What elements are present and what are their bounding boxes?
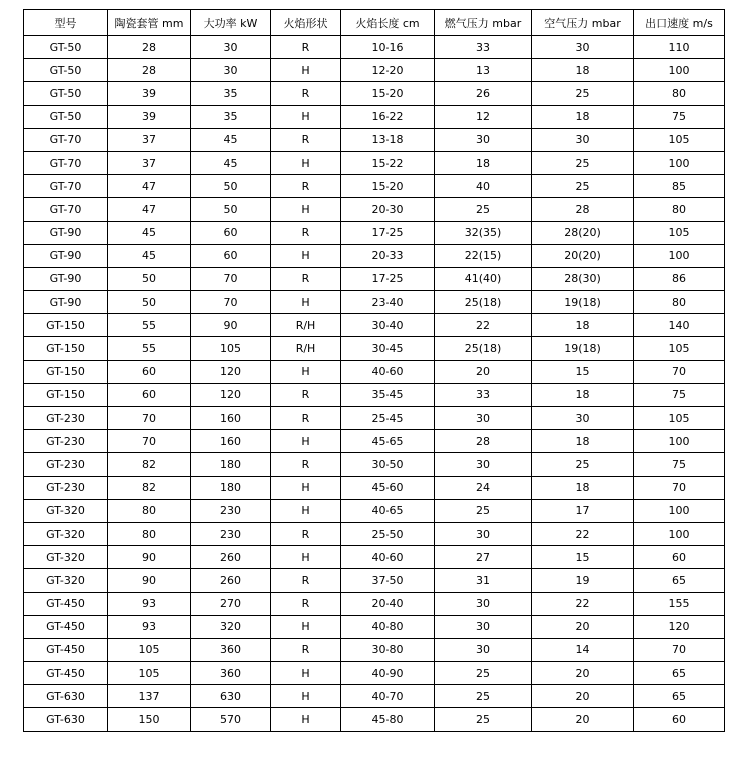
table-row: [24, 198, 725, 221]
cell-flame-length: 15-22: [341, 151, 435, 174]
cell-ceramic-tube: 80: [108, 522, 191, 545]
cell-exit-velocity: 140: [634, 314, 725, 337]
cell-max-power: 50: [191, 175, 271, 198]
cell-model: GT-630: [24, 685, 108, 708]
table-row: [24, 337, 725, 360]
cell-gas-pressure: 32(35): [435, 221, 532, 244]
cell-max-power: 260: [191, 546, 271, 569]
cell-gas-pressure: 18: [435, 151, 532, 174]
cell-model: GT-150: [24, 383, 108, 406]
cell-exit-velocity: 120: [634, 615, 725, 638]
cell-flame-shape: R: [271, 569, 341, 592]
cell-model: GT-450: [24, 638, 108, 661]
cell-flame-shape: R: [271, 453, 341, 476]
cell-ceramic-tube: 50: [108, 291, 191, 314]
cell-ceramic-tube: 82: [108, 476, 191, 499]
cell-ceramic-tube: 39: [108, 105, 191, 128]
cell-exit-velocity: 110: [634, 36, 725, 59]
cell-flame-length: 45-80: [341, 708, 435, 731]
table-row: [24, 430, 725, 453]
cell-flame-length: 10-16: [341, 36, 435, 59]
cell-air-pressure: 19(18): [532, 337, 634, 360]
table-row: [24, 592, 725, 615]
cell-model: GT-320: [24, 569, 108, 592]
cell-ceramic-tube: 60: [108, 383, 191, 406]
cell-flame-shape: H: [271, 198, 341, 221]
cell-ceramic-tube: 90: [108, 546, 191, 569]
cell-flame-length: 35-45: [341, 383, 435, 406]
header-flame-length: 火焰长度 cm: [341, 10, 435, 36]
cell-air-pressure: 20: [532, 708, 634, 731]
cell-ceramic-tube: 150: [108, 708, 191, 731]
cell-flame-length: 23-40: [341, 291, 435, 314]
burner-spec-table: [23, 9, 725, 732]
cell-max-power: 230: [191, 522, 271, 545]
cell-model: GT-50: [24, 105, 108, 128]
cell-flame-length: 30-45: [341, 337, 435, 360]
cell-max-power: 260: [191, 569, 271, 592]
cell-exit-velocity: 60: [634, 546, 725, 569]
cell-gas-pressure: 27: [435, 546, 532, 569]
cell-max-power: 35: [191, 82, 271, 105]
cell-air-pressure: 15: [532, 546, 634, 569]
cell-gas-pressure: 22(15): [435, 244, 532, 267]
cell-gas-pressure: 30: [435, 407, 532, 430]
cell-flame-length: 40-90: [341, 662, 435, 685]
cell-flame-length: 20-40: [341, 592, 435, 615]
cell-model: GT-70: [24, 198, 108, 221]
cell-model: GT-150: [24, 314, 108, 337]
cell-ceramic-tube: 90: [108, 569, 191, 592]
cell-flame-shape: R: [271, 522, 341, 545]
cell-ceramic-tube: 93: [108, 615, 191, 638]
cell-ceramic-tube: 39: [108, 82, 191, 105]
cell-exit-velocity: 105: [634, 337, 725, 360]
cell-flame-length: 45-65: [341, 430, 435, 453]
cell-flame-shape: H: [271, 105, 341, 128]
cell-air-pressure: 28(30): [532, 267, 634, 290]
cell-exit-velocity: 105: [634, 221, 725, 244]
cell-flame-shape: R: [271, 82, 341, 105]
cell-flame-length: 40-65: [341, 499, 435, 522]
cell-model: GT-50: [24, 36, 108, 59]
cell-model: GT-450: [24, 592, 108, 615]
cell-model: GT-50: [24, 59, 108, 82]
table-row: [24, 569, 725, 592]
cell-ceramic-tube: 28: [108, 36, 191, 59]
cell-model: GT-90: [24, 291, 108, 314]
cell-gas-pressure: 25: [435, 685, 532, 708]
cell-flame-shape: R/H: [271, 314, 341, 337]
cell-max-power: 270: [191, 592, 271, 615]
cell-gas-pressure: 30: [435, 522, 532, 545]
cell-ceramic-tube: 93: [108, 592, 191, 615]
cell-max-power: 230: [191, 499, 271, 522]
cell-max-power: 180: [191, 476, 271, 499]
cell-air-pressure: 25: [532, 82, 634, 105]
table-row: [24, 522, 725, 545]
cell-max-power: 30: [191, 36, 271, 59]
table-row: [24, 638, 725, 661]
cell-air-pressure: 18: [532, 105, 634, 128]
cell-exit-velocity: 100: [634, 430, 725, 453]
cell-gas-pressure: 28: [435, 430, 532, 453]
table-body: [24, 36, 725, 732]
cell-model: GT-320: [24, 522, 108, 545]
cell-ceramic-tube: 45: [108, 244, 191, 267]
cell-flame-length: 15-20: [341, 175, 435, 198]
cell-model: GT-230: [24, 476, 108, 499]
cell-flame-shape: R: [271, 128, 341, 151]
table-row: [24, 128, 725, 151]
table-row: [24, 662, 725, 685]
cell-model: GT-230: [24, 430, 108, 453]
cell-exit-velocity: 75: [634, 453, 725, 476]
cell-gas-pressure: 25(18): [435, 291, 532, 314]
cell-exit-velocity: 105: [634, 128, 725, 151]
cell-flame-shape: H: [271, 499, 341, 522]
cell-gas-pressure: 22: [435, 314, 532, 337]
cell-air-pressure: 25: [532, 453, 634, 476]
cell-model: GT-90: [24, 267, 108, 290]
cell-flame-shape: H: [271, 430, 341, 453]
cell-flame-shape: H: [271, 546, 341, 569]
cell-flame-length: 40-60: [341, 546, 435, 569]
table-row: [24, 291, 725, 314]
cell-exit-velocity: 75: [634, 105, 725, 128]
cell-air-pressure: 28(20): [532, 221, 634, 244]
cell-ceramic-tube: 105: [108, 662, 191, 685]
header-max-power: 大功率 kW: [191, 10, 271, 36]
cell-flame-length: 37-50: [341, 569, 435, 592]
table-row: [24, 314, 725, 337]
cell-max-power: 60: [191, 221, 271, 244]
cell-gas-pressure: 30: [435, 592, 532, 615]
cell-flame-length: 40-70: [341, 685, 435, 708]
table-row: [24, 407, 725, 430]
cell-air-pressure: 20: [532, 662, 634, 685]
cell-gas-pressure: 30: [435, 615, 532, 638]
cell-gas-pressure: 33: [435, 383, 532, 406]
cell-flame-shape: R: [271, 175, 341, 198]
cell-air-pressure: 20: [532, 615, 634, 638]
cell-exit-velocity: 65: [634, 662, 725, 685]
cell-flame-length: 15-20: [341, 82, 435, 105]
table-row: [24, 615, 725, 638]
cell-flame-shape: R: [271, 383, 341, 406]
cell-exit-velocity: 60: [634, 708, 725, 731]
cell-exit-velocity: 100: [634, 151, 725, 174]
cell-flame-length: 12-20: [341, 59, 435, 82]
cell-ceramic-tube: 82: [108, 453, 191, 476]
cell-flame-shape: R: [271, 638, 341, 661]
cell-air-pressure: 25: [532, 151, 634, 174]
cell-flame-shape: R/H: [271, 337, 341, 360]
cell-exit-velocity: 100: [634, 499, 725, 522]
cell-exit-velocity: 65: [634, 685, 725, 708]
cell-flame-length: 17-25: [341, 267, 435, 290]
header-exit-velocity: 出口速度 m/s: [634, 10, 725, 36]
cell-air-pressure: 18: [532, 430, 634, 453]
table-row: [24, 82, 725, 105]
cell-gas-pressure: 41(40): [435, 267, 532, 290]
table-row: [24, 453, 725, 476]
cell-flame-length: 20-30: [341, 198, 435, 221]
cell-max-power: 630: [191, 685, 271, 708]
cell-exit-velocity: 100: [634, 59, 725, 82]
cell-flame-shape: H: [271, 685, 341, 708]
cell-max-power: 320: [191, 615, 271, 638]
header-model: 型号: [24, 10, 108, 36]
cell-flame-length: 17-25: [341, 221, 435, 244]
cell-model: GT-320: [24, 499, 108, 522]
cell-exit-velocity: 80: [634, 82, 725, 105]
cell-max-power: 50: [191, 198, 271, 221]
cell-model: GT-70: [24, 151, 108, 174]
cell-ceramic-tube: 55: [108, 314, 191, 337]
cell-flame-length: 40-80: [341, 615, 435, 638]
cell-air-pressure: 18: [532, 59, 634, 82]
cell-gas-pressure: 31: [435, 569, 532, 592]
cell-exit-velocity: 155: [634, 592, 725, 615]
table-row: [24, 36, 725, 59]
cell-flame-shape: H: [271, 476, 341, 499]
cell-gas-pressure: 25: [435, 708, 532, 731]
cell-exit-velocity: 80: [634, 198, 725, 221]
cell-max-power: 70: [191, 267, 271, 290]
cell-max-power: 60: [191, 244, 271, 267]
cell-air-pressure: 30: [532, 36, 634, 59]
cell-gas-pressure: 25(18): [435, 337, 532, 360]
cell-air-pressure: 19: [532, 569, 634, 592]
cell-max-power: 35: [191, 105, 271, 128]
cell-ceramic-tube: 137: [108, 685, 191, 708]
cell-max-power: 90: [191, 314, 271, 337]
cell-air-pressure: 18: [532, 314, 634, 337]
cell-flame-length: 30-40: [341, 314, 435, 337]
cell-ceramic-tube: 80: [108, 499, 191, 522]
cell-flame-length: 40-60: [341, 360, 435, 383]
cell-flame-length: 30-80: [341, 638, 435, 661]
cell-gas-pressure: 26: [435, 82, 532, 105]
cell-gas-pressure: 30: [435, 128, 532, 151]
table-row: [24, 685, 725, 708]
cell-model: GT-50: [24, 82, 108, 105]
cell-air-pressure: 18: [532, 383, 634, 406]
table-row: [24, 383, 725, 406]
cell-exit-velocity: 80: [634, 291, 725, 314]
cell-flame-length: 45-60: [341, 476, 435, 499]
cell-flame-length: 30-50: [341, 453, 435, 476]
cell-max-power: 70: [191, 291, 271, 314]
cell-exit-velocity: 100: [634, 522, 725, 545]
cell-ceramic-tube: 37: [108, 151, 191, 174]
cell-model: GT-70: [24, 175, 108, 198]
table-row: [24, 267, 725, 290]
table-row: [24, 708, 725, 731]
table-row: [24, 499, 725, 522]
table-row: [24, 151, 725, 174]
cell-gas-pressure: 25: [435, 198, 532, 221]
cell-flame-length: 16-22: [341, 105, 435, 128]
cell-air-pressure: 20: [532, 685, 634, 708]
cell-max-power: 570: [191, 708, 271, 731]
cell-flame-length: 25-50: [341, 522, 435, 545]
cell-flame-shape: R: [271, 592, 341, 615]
cell-gas-pressure: 13: [435, 59, 532, 82]
cell-max-power: 45: [191, 151, 271, 174]
cell-ceramic-tube: 47: [108, 198, 191, 221]
cell-ceramic-tube: 105: [108, 638, 191, 661]
cell-max-power: 120: [191, 383, 271, 406]
cell-exit-velocity: 65: [634, 569, 725, 592]
cell-gas-pressure: 25: [435, 499, 532, 522]
cell-flame-shape: H: [271, 360, 341, 383]
cell-ceramic-tube: 55: [108, 337, 191, 360]
cell-exit-velocity: 70: [634, 638, 725, 661]
cell-max-power: 120: [191, 360, 271, 383]
cell-exit-velocity: 70: [634, 476, 725, 499]
cell-model: GT-230: [24, 453, 108, 476]
cell-gas-pressure: 33: [435, 36, 532, 59]
cell-flame-shape: H: [271, 291, 341, 314]
table-row: [24, 105, 725, 128]
table-header-row: [24, 10, 725, 36]
cell-gas-pressure: 20: [435, 360, 532, 383]
table-row: [24, 221, 725, 244]
cell-model: GT-630: [24, 708, 108, 731]
cell-ceramic-tube: 45: [108, 221, 191, 244]
header-flame-shape: 火焰形状: [271, 10, 341, 36]
cell-ceramic-tube: 60: [108, 360, 191, 383]
cell-max-power: 360: [191, 662, 271, 685]
cell-air-pressure: 14: [532, 638, 634, 661]
cell-flame-shape: R: [271, 36, 341, 59]
cell-max-power: 160: [191, 430, 271, 453]
table-row: [24, 59, 725, 82]
cell-flame-shape: H: [271, 708, 341, 731]
table-row: [24, 175, 725, 198]
cell-air-pressure: 28: [532, 198, 634, 221]
table-row: [24, 360, 725, 383]
cell-max-power: 105: [191, 337, 271, 360]
cell-exit-velocity: 75: [634, 383, 725, 406]
cell-air-pressure: 25: [532, 175, 634, 198]
cell-ceramic-tube: 70: [108, 430, 191, 453]
cell-flame-shape: R: [271, 221, 341, 244]
cell-exit-velocity: 70: [634, 360, 725, 383]
cell-model: GT-90: [24, 221, 108, 244]
cell-gas-pressure: 25: [435, 662, 532, 685]
cell-ceramic-tube: 37: [108, 128, 191, 151]
cell-flame-length: 13-18: [341, 128, 435, 151]
cell-max-power: 360: [191, 638, 271, 661]
table-row: [24, 546, 725, 569]
cell-flame-shape: H: [271, 662, 341, 685]
table-row: [24, 244, 725, 267]
cell-gas-pressure: 24: [435, 476, 532, 499]
cell-model: GT-70: [24, 128, 108, 151]
cell-model: GT-150: [24, 337, 108, 360]
cell-ceramic-tube: 50: [108, 267, 191, 290]
cell-exit-velocity: 100: [634, 244, 725, 267]
cell-max-power: 160: [191, 407, 271, 430]
cell-flame-shape: R: [271, 407, 341, 430]
cell-exit-velocity: 86: [634, 267, 725, 290]
cell-exit-velocity: 105: [634, 407, 725, 430]
cell-air-pressure: 22: [532, 522, 634, 545]
cell-gas-pressure: 30: [435, 638, 532, 661]
cell-model: GT-90: [24, 244, 108, 267]
cell-model: GT-450: [24, 615, 108, 638]
cell-air-pressure: 30: [532, 128, 634, 151]
cell-exit-velocity: 85: [634, 175, 725, 198]
cell-flame-shape: H: [271, 151, 341, 174]
cell-max-power: 45: [191, 128, 271, 151]
cell-air-pressure: 20(20): [532, 244, 634, 267]
header-ceramic-tube: 陶瓷套管 mm: [108, 10, 191, 36]
cell-ceramic-tube: 47: [108, 175, 191, 198]
cell-air-pressure: 15: [532, 360, 634, 383]
cell-model: GT-320: [24, 546, 108, 569]
cell-air-pressure: 17: [532, 499, 634, 522]
cell-air-pressure: 19(18): [532, 291, 634, 314]
cell-gas-pressure: 30: [435, 453, 532, 476]
cell-max-power: 180: [191, 453, 271, 476]
cell-flame-shape: H: [271, 615, 341, 638]
cell-air-pressure: 18: [532, 476, 634, 499]
cell-air-pressure: 30: [532, 407, 634, 430]
cell-gas-pressure: 40: [435, 175, 532, 198]
cell-gas-pressure: 12: [435, 105, 532, 128]
cell-flame-shape: R: [271, 267, 341, 290]
cell-air-pressure: 22: [532, 592, 634, 615]
cell-flame-shape: H: [271, 59, 341, 82]
cell-flame-length: 25-45: [341, 407, 435, 430]
cell-flame-shape: H: [271, 244, 341, 267]
header-gas-pressure: 燃气压力 mbar: [435, 10, 532, 36]
cell-max-power: 30: [191, 59, 271, 82]
cell-model: GT-230: [24, 407, 108, 430]
table-row: [24, 476, 725, 499]
cell-model: GT-150: [24, 360, 108, 383]
cell-model: GT-450: [24, 662, 108, 685]
header-air-pressure: 空气压力 mbar: [532, 10, 634, 36]
cell-ceramic-tube: 70: [108, 407, 191, 430]
cell-ceramic-tube: 28: [108, 59, 191, 82]
cell-flame-length: 20-33: [341, 244, 435, 267]
